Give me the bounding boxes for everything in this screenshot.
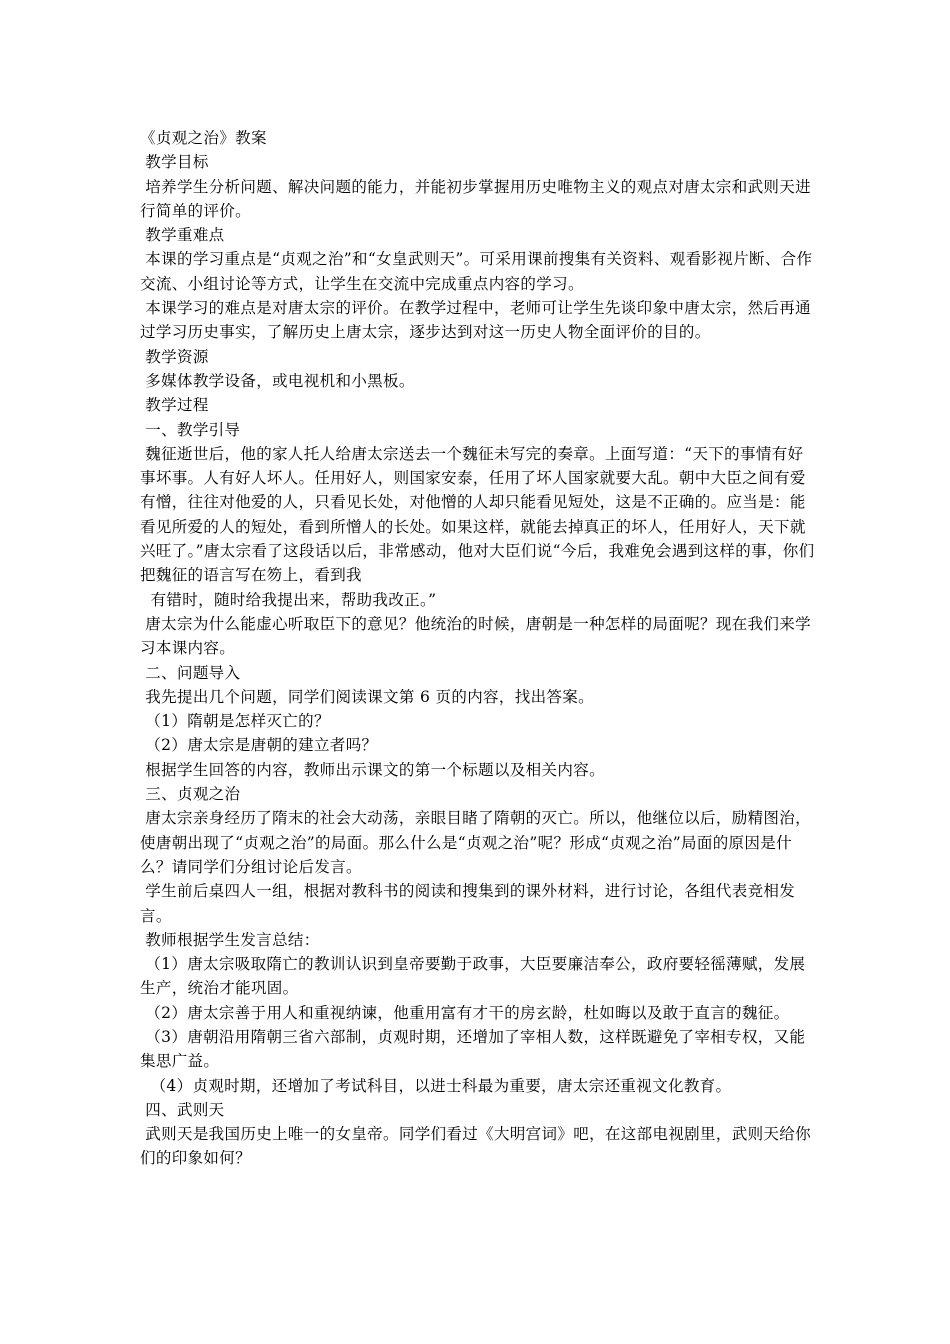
- list-item-q1: （1）隋朝是怎样灭亡的？: [140, 712, 330, 731]
- paragraph-weizheng: 魏征逝世后，他的家人托人给唐太宗送去一个魏征未写完的奏章。上面写道：“天下的事情有好事坏事。人有好人坏人。任用好人，则国家安泰，任用了坏人国家就要大乱。朝中大臣之间有爱有憎，往往对他爱的人，只看见长处，对他憎的人却只能看见短处，这是不正确的。应当是：能看见所爱的人的短处，看到所憎人的长处。如果这样，就能去掉真正的坏人，任用好人，天下就兴旺了。”唐太宗看了这段话以后，非常感动，他对大臣们说“今后，我难免会遇到这样的事，你们把魏征的语言写在笏上，看到我: [140, 444, 815, 585]
- heading-process: 教学过程: [140, 396, 209, 415]
- paragraph-goals: 培养学生分析问题、解决问题的能力，并能初步掌握用历史唯物主义的观点对唐太宗和武则天进行简单的评价。: [140, 177, 811, 220]
- paragraph-key-points: 本课的学习重点是“贞观之治”和“女皇武则天”。可采用课前搜集有关资料、观看影视片断、合作交流、小组讨论等方式，让学生在交流中完成重点内容的学习。: [140, 250, 813, 293]
- section-heading-1: 一、教学引导: [140, 420, 241, 439]
- list-item-summary-4: （4）贞观时期，还增加了考试科目，以进士科最为重要，唐太宗还重视文化教育。: [140, 1076, 732, 1095]
- paragraph-answer: 根据学生回答的内容，教师出示课文的第一个标题以及相关内容。: [140, 760, 605, 779]
- list-item-q2: （2）唐太宗是唐朝的建立者吗？: [140, 736, 378, 755]
- heading-teaching-goals: 教学目标: [140, 153, 209, 172]
- section-heading-4: 四、武则天: [140, 1100, 225, 1119]
- section-heading-2: 二、问题导入: [140, 663, 241, 682]
- document-page: [140, 126, 815, 1171]
- document-title: 《贞观之治》教案: [140, 129, 267, 147]
- heading-resources: 教学资源: [140, 347, 209, 366]
- paragraph-wuzetian: 武则天是我国历史上唯一的女皇帝。同学们看过《大明宫词》吧，在这部电视剧里，武则天给你们的印象如何？: [140, 1125, 811, 1168]
- paragraph-question: 唐太宗为什么能虚心听取臣下的意见？他统治的时候，唐朝是一种怎样的局面呢？现在我们来学习本课内容。: [140, 614, 811, 658]
- section-heading-3: 三、贞观之治: [140, 785, 241, 804]
- paragraph-difficulty: 本课学习的难点是对唐太宗的评价。在教学过程中，老师可让学生先谈印象中唐太宗，然后再通过学习历史事实，了解历史上唐太宗，逐步达到对这一历史人物全面评价的目的。: [140, 299, 811, 342]
- paragraph-resources: 多媒体教学设备，或电视机和小黑板。: [140, 371, 415, 390]
- paragraph-intro-questions: 我先提出几个问题，同学们阅读课文第 6 页的内容，找出答案。: [140, 687, 594, 706]
- list-item-summary-1: （1）唐太宗吸取隋亡的教训认识到皇帝要勤于政事，大臣要廉洁奉公，政府要轻徭薄赋，发展生产，统治才能巩固。: [140, 955, 806, 998]
- paragraph-summary-intro: 教师根据学生发言总结：: [140, 930, 320, 949]
- list-item-summary-2: （2）唐太宗善于用人和重视纳谏，他重用富有才干的房玄龄，杜如晦以及敢于直言的魏征。: [140, 1003, 790, 1022]
- paragraph-zhenguan: 唐太宗亲身经历了隋末的社会大动荡，亲眼目睹了隋朝的灭亡。所以，他继位以后，励精图治，使唐朝出现了“贞观之治”的局面。那么什么是“贞观之治”呢？形成“贞观之治”局面的原因是什么？请同学们分组讨论后发言。: [140, 809, 811, 876]
- heading-key-points: 教学重难点: [140, 226, 225, 245]
- list-item-summary-3: （3）唐朝沿用隋朝三省六部制，贞观时期，还增加了宰相人数，这样既避免了宰相专权，又能集思广益。: [140, 1027, 806, 1071]
- paragraph-weizheng-cont: 有错时，随时给我提出来，帮助我改正。”: [140, 590, 437, 609]
- paragraph-discussion: 学生前后桌四人一组，根据对教科书的阅读和搜集到的课外材料，进行讨论，各组代表竞相发言。: [140, 882, 796, 925]
